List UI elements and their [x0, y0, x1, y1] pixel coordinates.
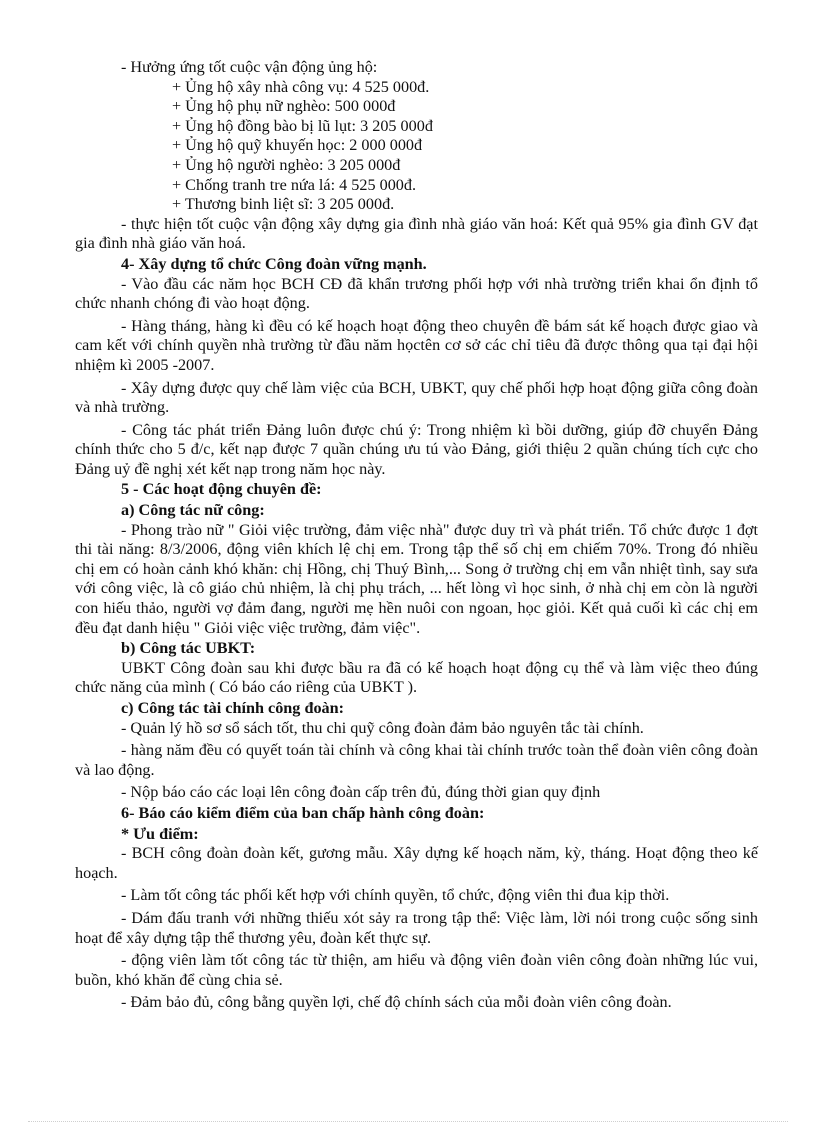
section-heading: 4- Xây dựng tổ chức Công đoàn vững mạnh.	[121, 254, 427, 273]
list-item: + Ủng hộ đồng bào bị lũ lụt: 3 205 000đ	[172, 116, 433, 135]
list-item: + Ủng hộ xây nhà công vụ: 4 525 000đ.	[172, 77, 430, 96]
paragraph: UBKT Công đoàn sau khi được bầu ra đã có kế hoạch hoạt động cụ thể và làm việc theo đúng chức năng của mình ( Có báo cáo riêng của UBKT ).	[75, 658, 758, 697]
section-heading: c) Công tác tài chính công đoàn:	[121, 699, 345, 717]
section-heading: * Ưu điểm:	[121, 824, 199, 843]
list-item: + Thương binh liệt sĩ: 3 205 000đ.	[172, 195, 395, 214]
list-item: + Ủng hộ phụ nữ nghèo: 500 000đ	[172, 97, 396, 116]
paragraph: - Đảm bảo đủ, công bằng quyền lợi, chế độ chính sách của mỗi đoàn viên công đoàn.	[121, 993, 672, 1012]
paragraph: - Vào đầu các năm học BCH CĐ đã khẩn trương phối hợp với nhà trường triển khai ổn định tổ chức nhanh chóng đi vào hoạt động.	[75, 274, 758, 313]
list-item: + Chống tranh tre nứa lá: 4 525 000đ.	[172, 175, 417, 194]
section-heading: b) Công tác UBKT:	[121, 639, 256, 658]
paragraph: - thực hiện tốt cuộc vận động xây dựng gia đình nhà giáo văn hoá: Kết quả 95% gia đình GV đạt gia đình nhà giáo văn hoá.	[75, 214, 758, 253]
document-body	[75, 58, 758, 1013]
paragraph: - Hàng tháng, hàng kì đều có kế hoạch hoạt động theo chuyên đề bám sát kế hoạch được giao và cam kết với chính quyền nhà trường từ đầu năm họctên cơ sở các chỉ tiêu đã được thông qua tại đại hội nhiệm kì 2005 -2007.	[75, 316, 758, 374]
paragraph: - Hưởng ứng tốt cuộc vận động ủng hộ:	[121, 58, 378, 76]
paragraph: - Công tác phát triển Đảng luôn được chú ý: Trong nhiệm kì bồi dưỡng, giúp đỡ chuyển Đảng chính thức cho 5 đ/c, kết nạp được 7 quần chúng ưu tú vào Đảng, giới thiệu 2 quần chúng tích cực cho Đảng uỷ đề nghị xét kết nạp trong năm học này.	[75, 420, 758, 478]
paragraph: - động viên làm tốt công tác từ thiện, am hiểu và động viên đoàn viên công đoàn những lúc vui, buồn, khó khăn để cùng chia sẻ.	[75, 951, 758, 989]
list-item: + Ủng hộ người nghèo: 3 205 000đ	[172, 155, 401, 174]
paragraph: - Dám đấu tranh với những thiếu xót sảy ra trong tập thể: Việc làm, lời nói trong cuộc sống sinh hoạt để xây dựng tập thể thương yêu, đoàn kết thực sự.	[75, 908, 758, 947]
paragraph: - Làm tốt công tác phối kết hợp với chính quyền, tổ chức, động viên thi đua kịp thời.	[121, 886, 670, 905]
section-heading: 6- Báo cáo kiểm điểm của ban chấp hành công đoàn:	[121, 803, 485, 822]
paragraph: - Nộp báo cáo các loại lên công đoàn cấp trên đủ, đúng thời gian quy định	[121, 783, 601, 802]
paragraph: - BCH công đoàn đoàn kết, gương mẫu. Xây dựng kế hoạch năm, kỳ, tháng. Hoạt động theo kế hoạch.	[75, 844, 758, 882]
paragraph: - Phong trào nữ " Giỏi việc trường, đảm việc nhà" được duy trì và phát triển. Tổ chức được 1 đợt thi tài năng: 8/3/2006, động viên khích lệ chị em. Trong tập thể số chị em chiếm 70%. Trong đó nhiều chị em có hoàn cảnh khó khăn: chị Hồng, chị Thuý Bình,... Song ở trường chị em vẫn nhiệt tình, say sưa với công việc, là cô giáo chủ nhiệm, là chị phụ trách, ... hết lòng vì học sinh, ở nhà chị em còn là người con hiếu thảo, người vợ đảm đang, người mẹ hền nuôi con ngoan, học giỏi. Kết quả cuối kì các chị em đều đạt danh hiệu " Giỏi việc việc trường, đảm việc".	[75, 520, 758, 637]
page-bottom-divider	[28, 1121, 788, 1122]
list-item: + Ủng hộ quỹ khuyến học: 2 000 000đ	[172, 136, 423, 155]
section-heading: a) Công tác nữ công:	[121, 501, 265, 520]
section-heading: 5 - Các hoạt động chuyên đề:	[121, 480, 322, 499]
paragraph: - Xây dựng được quy chế làm việc của BCH, UBKT, quy chế phối hợp hoạt động giữa công đoàn và nhà trường.	[75, 378, 758, 417]
paragraph: - Quản lý hồ sơ sổ sách tốt, thu chi quỹ công đoàn đảm bảo nguyên tắc tài chính.	[121, 718, 644, 737]
paragraph: - hàng năm đều có quyết toán tài chính và công khai tài chính trước toàn thể đoàn viên công đoàn và lao động.	[75, 741, 758, 779]
